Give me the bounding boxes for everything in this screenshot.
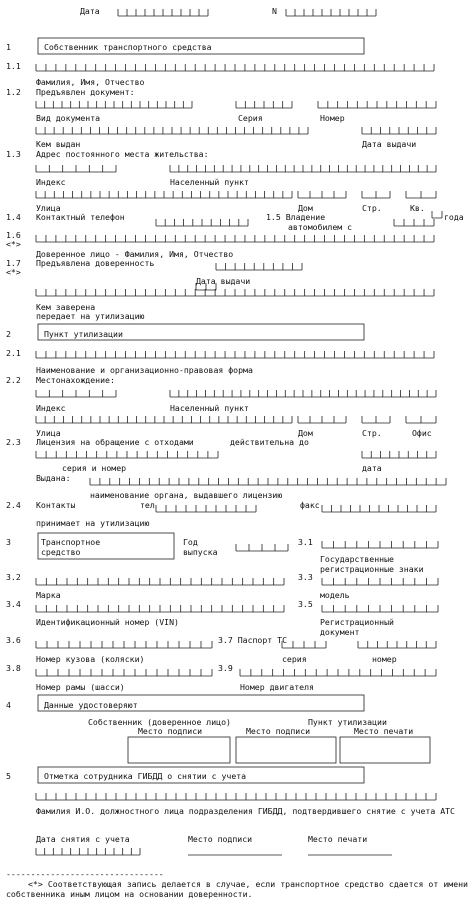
proxy-label: Доверенное лицо - Фамилия, Имя, Отчество <box>36 249 234 259</box>
doc-number-label: Номер <box>320 113 345 123</box>
footnote-separator: -------------------------------- <box>6 869 164 879</box>
disposal-signature-box <box>236 737 336 763</box>
vehicle-label: Транспортное средство <box>41 537 101 557</box>
section-1-number: 1 <box>6 42 11 52</box>
comb-field-41 <box>358 641 436 648</box>
comb-field-0 <box>118 9 208 16</box>
passport-series-label: серия <box>282 654 307 664</box>
phone-label: Контактный телефон <box>36 212 125 222</box>
comb-field-33 <box>236 544 288 551</box>
comb-field-13 <box>406 191 436 198</box>
fio-label: Фамилия, Имя, Отчество <box>36 77 145 87</box>
comb-field-29 <box>362 451 436 458</box>
fax-label: факс <box>300 500 320 510</box>
footnote-text: <*> Соответствующая запись делается в случае, если транспортное средство сдается от имени собственника иным лицом на основании доверенности. <box>6 879 468 899</box>
certified-by-label: Кем заверена <box>36 302 96 312</box>
office-label: Офис <box>412 428 432 438</box>
item-2-2-number: 2.2 <box>6 375 21 385</box>
item-3-4-number: 3.4 <box>6 599 21 609</box>
passport-number-label: номер <box>372 654 397 664</box>
building-label-2: Стр. <box>362 428 382 438</box>
item-2-3-number: 2.3 <box>6 437 21 447</box>
index-label: Индекс <box>36 177 66 187</box>
comb-field-42 <box>36 669 212 676</box>
document-label: Предъявлен документ: <box>36 87 135 97</box>
section-2-title: Пункт утилизации <box>44 329 123 339</box>
authority-label: наименование органа, выдавшего лицензию <box>90 490 283 500</box>
item-3-9-number: 3.9 <box>218 663 233 673</box>
comb-field-43 <box>240 669 436 676</box>
street-label-2: Улица <box>36 428 61 438</box>
item-1-3-number: 1.3 <box>6 149 21 159</box>
house-label-2: Дом <box>298 428 313 438</box>
item-1-7-footnote-mark: <*> <box>6 267 21 277</box>
vin-label: Идентификационный номер (VIN) <box>36 617 179 627</box>
date-label: Дата <box>80 6 100 16</box>
item-1-6-number: 1.6 <box>6 230 21 240</box>
comb-field-38 <box>322 605 438 612</box>
comb-field-7 <box>362 127 436 134</box>
doc-type-label: Вид документа <box>36 113 101 123</box>
section-5-title: Отметка сотрудника ГИБДД о снятии с учета <box>44 771 247 781</box>
comb-field-31 <box>156 505 256 512</box>
deregistration-date-label: Дата снятия с учета <box>36 834 130 844</box>
section-2-number: 2 <box>6 329 11 339</box>
license-label: Лицензия на обращение с отходами <box>36 437 194 447</box>
issue-date-label: Дата выдачи <box>362 139 417 149</box>
reg-doc-label: Регистрационный документ <box>320 617 394 637</box>
comb-field-44 <box>36 793 436 800</box>
item-2-1-number: 2.1 <box>6 348 21 358</box>
comb-field-28 <box>36 451 218 458</box>
item-1-1-number: 1.1 <box>6 61 21 71</box>
comb-field-11 <box>298 191 346 198</box>
issued-label: Выдана: <box>36 473 71 483</box>
item-3-2-number: 3.2 <box>6 572 21 582</box>
hands-over-label: передает на утилизацию <box>36 311 145 321</box>
comb-field-34 <box>322 541 438 548</box>
model-label: модель <box>320 590 350 600</box>
section-4-title: Данные удостоверяют <box>44 700 138 710</box>
section-5-number: 5 <box>6 771 11 781</box>
comb-field-5 <box>318 101 436 108</box>
comb-field-26 <box>362 416 390 423</box>
doc-series-label: Серия <box>238 113 263 123</box>
comb-field-32 <box>322 505 436 512</box>
stamp-place-2: Место печати <box>308 834 368 844</box>
comb-field-14 <box>156 219 248 226</box>
stamp-place: Место печати <box>354 726 414 736</box>
section-1-title: Собственник транспортного средства <box>44 42 212 52</box>
comb-field-27 <box>406 416 436 423</box>
comb-field-6 <box>36 127 308 134</box>
comb-field-16 <box>432 211 442 218</box>
comb-field-2 <box>36 64 434 71</box>
signature-place-1: Место подписи <box>138 726 203 736</box>
comb-field-36 <box>322 578 438 585</box>
comb-field-40 <box>282 641 326 648</box>
item-3-6-number: 3.6 <box>6 635 21 645</box>
valid-until-label: действительна до <box>230 437 309 447</box>
comb-field-17 <box>36 235 434 242</box>
item-1-7-number: 1.7 <box>6 258 21 268</box>
section-3-number: 3 <box>6 537 11 547</box>
item-2-4-number: 2.4 <box>6 500 21 510</box>
comb-field-9 <box>170 165 436 172</box>
frame-number-label: Номер рамы (шасси) <box>36 682 125 692</box>
comb-field-24 <box>36 416 292 423</box>
item-1-6-footnote-mark: <*> <box>6 239 21 249</box>
locality-label: Населенный пункт <box>170 177 249 187</box>
section-4-number: 4 <box>6 700 11 710</box>
item-3-3-number: 3.3 <box>298 572 313 582</box>
item-3-1-number: 3.1 <box>298 537 313 547</box>
location-label: Местонахождение: <box>36 375 115 385</box>
item-1-2-number: 1.2 <box>6 87 21 97</box>
license-date-label: дата <box>362 463 382 473</box>
comb-field-37 <box>36 605 284 612</box>
officer-label: Фамилия И.О. должностного лица подразделения ГИБДД, подтвердившего снятие с учета АТС <box>36 806 455 816</box>
signature-place-3: Место подписи <box>188 834 253 844</box>
street-label: Улица <box>36 203 61 213</box>
plates-label: Государственные регистрационные знаки <box>320 554 424 574</box>
comb-field-3 <box>36 101 192 108</box>
locality-label-2: Населенный пункт <box>170 403 249 413</box>
comb-field-8 <box>36 165 116 172</box>
disposal-point-label: Пункт утилизации <box>308 717 387 727</box>
owner-proxy-label: Собственник (доверенное лицо) <box>88 717 231 727</box>
comb-field-39 <box>36 641 212 648</box>
comb-field-10 <box>36 191 292 198</box>
passport-label: 3.7 Паспорт ТС <box>218 635 288 645</box>
license-series-number-label: серия и номер <box>62 463 127 473</box>
comb-field-25 <box>298 416 346 423</box>
house-label: Дом <box>298 203 313 213</box>
comb-field-4 <box>236 101 292 108</box>
poa-date-label: Дата выдачи <box>196 276 251 286</box>
body-number-label: Номер кузова (коляски) <box>36 654 145 664</box>
item-3-8-number: 3.8 <box>6 663 21 673</box>
comb-field-1 <box>286 9 376 16</box>
index-label-2: Индекс <box>36 403 66 413</box>
comb-field-19 <box>36 289 434 296</box>
disposal-stamp-box <box>340 737 430 763</box>
make-label: Марка <box>36 590 61 600</box>
comb-field-15 <box>394 219 434 226</box>
comb-field-23 <box>170 390 436 397</box>
contacts-label: Контакты <box>36 500 76 510</box>
comb-field-18 <box>216 263 302 270</box>
comb-field-30 <box>90 478 446 485</box>
comb-field-35 <box>36 578 284 585</box>
apartment-label: Кв. <box>410 203 425 213</box>
comb-field-45 <box>36 848 140 855</box>
signature-place-2: Место подписи <box>246 726 311 736</box>
years-label: года <box>444 212 464 222</box>
engine-number-label: Номер двигателя <box>240 682 314 692</box>
comb-field-12 <box>362 191 390 198</box>
comb-field-22 <box>36 390 116 397</box>
tel-label: тел <box>140 500 155 510</box>
issued-by-label: Кем выдан <box>36 139 81 149</box>
address-label: Адрес постоянного места жительства: <box>36 149 209 159</box>
accepts-label: принимает на утилизацию <box>36 518 150 528</box>
comb-field-21 <box>36 351 434 358</box>
owner-signature-box <box>128 737 230 763</box>
building-label: Стр. <box>362 203 382 213</box>
ownership-since-label: автомобилем с <box>288 222 353 232</box>
year-label: Год выпуска <box>183 537 218 557</box>
org-name-label: Наименование и организационно-правовая форма <box>36 365 253 375</box>
ownership-label: 1.5 Владение <box>266 212 326 222</box>
number-label: N <box>272 6 277 16</box>
item-1-4-number: 1.4 <box>6 212 21 222</box>
item-3-5-number: 3.5 <box>298 599 313 609</box>
power-of-attorney-label: Предъявлена доверенность <box>36 258 155 268</box>
